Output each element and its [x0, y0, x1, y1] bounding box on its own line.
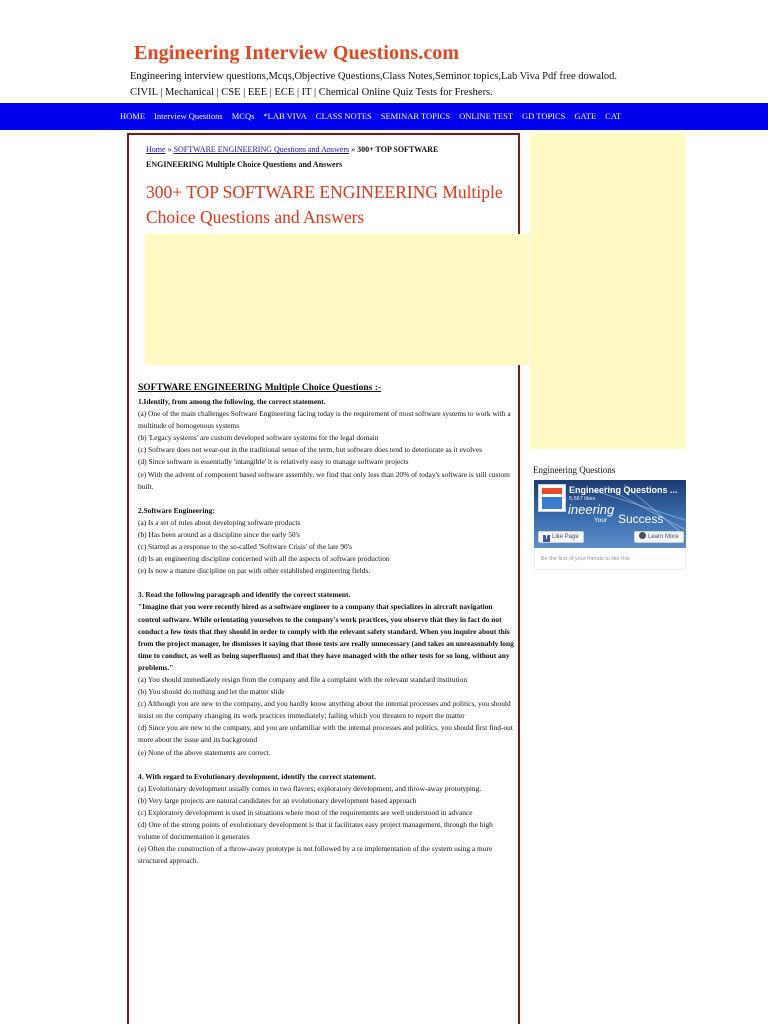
question-block [138, 771, 516, 868]
answer-option: (d) Since software is essentially 'intangible' it is relatively easy to manage software projects [138, 457, 409, 467]
nav-item[interactable]: CLASS NOTES [315, 111, 372, 121]
answer-option: (a) You should immediately resign from the company and file a complaint with the relevant standard institution [138, 674, 468, 684]
answer-option: (a) One of the main challenges Software Engineering facing today is the requirement of most software systems to work with a multitude of homogenous systems [138, 409, 511, 431]
answer-option: (e) None of the above statements are correct. [138, 747, 271, 757]
question-block [138, 505, 516, 578]
answer-option: (e) Is now a mature discipline on par with other established engineering fields. [138, 566, 371, 576]
breadcrumb-category-link[interactable]: SOFTWARE ENGINEERING Questions and Answers [173, 145, 350, 154]
answer-option: (d) Since you are new to the company, and you are unfamiliar with the internal processes and politics, you should first find-out more about the issue and its background [138, 723, 513, 745]
answer-option: (c) Software does not wear-out in the traditional sense of the term, but software does tend to deteriorate as it evolves [138, 445, 483, 455]
fb-like-count: 5,667 likes [569, 496, 596, 502]
site-title[interactable]: Engineering Interview Questions.com [134, 42, 460, 64]
fb-page-name[interactable]: Engineering Questions ... [569, 485, 678, 495]
fb-cover-text: Success [618, 512, 664, 526]
article-body [138, 381, 516, 879]
question-title: 4. With regard to Evolutionary development, identify the correct statement. [138, 771, 376, 781]
ad-banner-top[interactable] [145, 234, 529, 365]
nav-item[interactable]: HOME [120, 111, 146, 121]
question-block [138, 396, 516, 493]
fb-page-avatar[interactable] [538, 484, 566, 512]
question-block [138, 589, 516, 758]
question-list [138, 396, 516, 867]
breadcrumb-separator: » [351, 145, 356, 154]
answer-option: (b) Very large projects are natural candidates for an evolutionary development based approach [138, 795, 417, 805]
answer-option: (e) Often the construction of a throw-away prototype is not followed by a re implementation of the system using a more structured approach. [138, 844, 493, 866]
nav-item[interactable]: *LAB VIVA [263, 111, 307, 121]
fb-learn-more-label: Learn More [648, 534, 679, 540]
fb-widget-footer: Be the first of your friends to like this [534, 550, 686, 570]
breadcrumb-separator: » [167, 145, 172, 154]
nav-item[interactable]: MCQs [231, 111, 255, 121]
answer-option: (c) Started as a response to the so-called 'Software Crisis' of the late 90's [138, 542, 352, 552]
facebook-page-widget[interactable] [534, 480, 686, 548]
fb-like-page-label: Like Page [552, 534, 579, 540]
sidebar-widget-heading: Engineering Questions [533, 465, 616, 475]
question-title: 3. Read the following paragraph and identify the correct statement. [138, 590, 351, 600]
answer-option: (a) Evolutionary development usually comes in two flavors; exploratory development, and throw-away prototyping. [138, 783, 482, 793]
facebook-icon: f [543, 535, 550, 542]
breadcrumb [146, 142, 486, 172]
answer-option: (d) One of the strong points of evolutionary development is that it facilitates easy project management, through the high volume of documentation it generates [138, 820, 493, 842]
breadcrumb-home-link[interactable]: Home [146, 145, 166, 154]
answer-option: (b) You should do nothing and let the matter slide [138, 687, 285, 697]
answer-option: (b) 'Legacy systems' are custom developed software systems for the legal domain [138, 433, 379, 443]
answer-option: (a) Is a set of rules about developing software products [138, 517, 301, 527]
nav-item[interactable]: ONLINE TEST [459, 111, 514, 121]
nav-item[interactable]: GATE [574, 111, 597, 121]
site-description: Engineering interview questions,Mcqs,Objective Questions,Class Notes,Seminor topics,Lab Viva Pdf free dowalod. CIVIL | Mechanical | CSE | EEE | ECE | IT | Chemical Online Quiz Tests for Freshers. [130, 71, 618, 98]
fb-cover-text: ineering [568, 502, 615, 517]
nav-item[interactable]: SEMINAR TOPICS [380, 111, 451, 121]
answer-option: (d) Is an engineering discipline concerned with all the aspects of software production [138, 554, 390, 564]
question-title: 2.Software Engineering: [138, 505, 215, 515]
nav-item[interactable]: GD TOPICS [522, 111, 566, 121]
fb-learn-more-button[interactable] [634, 531, 684, 543]
main-nav [0, 103, 768, 130]
question-title: 1.Identify, from among the following, the correct statement. [138, 397, 326, 406]
breadcrumb-current: 300+ TOP SOFTWARE ENGINEERING Multiple Choice Questions and Answers [146, 145, 439, 169]
answer-option: (b) Has been around as a discipline since the early 50's [138, 529, 300, 539]
globe-icon [639, 532, 646, 539]
fb-like-page-button[interactable] [538, 531, 584, 543]
section-heading: SOFTWARE ENGINEERING Multiple Choice Questions :- [138, 383, 382, 393]
ad-banner-sidebar[interactable] [530, 133, 686, 449]
answer-option: (c) Exploratory development is used in situations where most of the requirements are well understood in advance [138, 807, 473, 817]
question-paragraph: "Imagine that you were recently hired as a software engineer to a company that specializes in aircraft navigation control software. While orientating yourselves to the company's work practices, you observe that they in fact do not conduct a few tests that they should in order to comply with the relevant safety standard. When you inquire about this from the project manager, he dismisses it saying that those tests are really unnecessary (and takes an unreasonably long time to conduct, as well as being superfluous) and that they have managed with the other tests for so long, without any problems." [138, 602, 514, 672]
nav-list [120, 111, 630, 121]
post-title: 300+ TOP SOFTWARE ENGINEERING Multiple Choice Questions and Answers [146, 182, 503, 227]
nav-item[interactable]: Interview Questions [154, 111, 223, 121]
answer-option: (c) Although you are new to the company, and you hardly know anything about the internal processes and politics, you should insist on the company changing its work practices immediately; failing which you threaten to report the matter [138, 699, 511, 721]
nav-item[interactable]: CAT [605, 111, 622, 121]
answer-option: (e) With the advent of component based software assembly, we find that only less than 20% of today's software is still custom built. [138, 469, 510, 491]
fb-cover-text: Your [594, 517, 608, 524]
